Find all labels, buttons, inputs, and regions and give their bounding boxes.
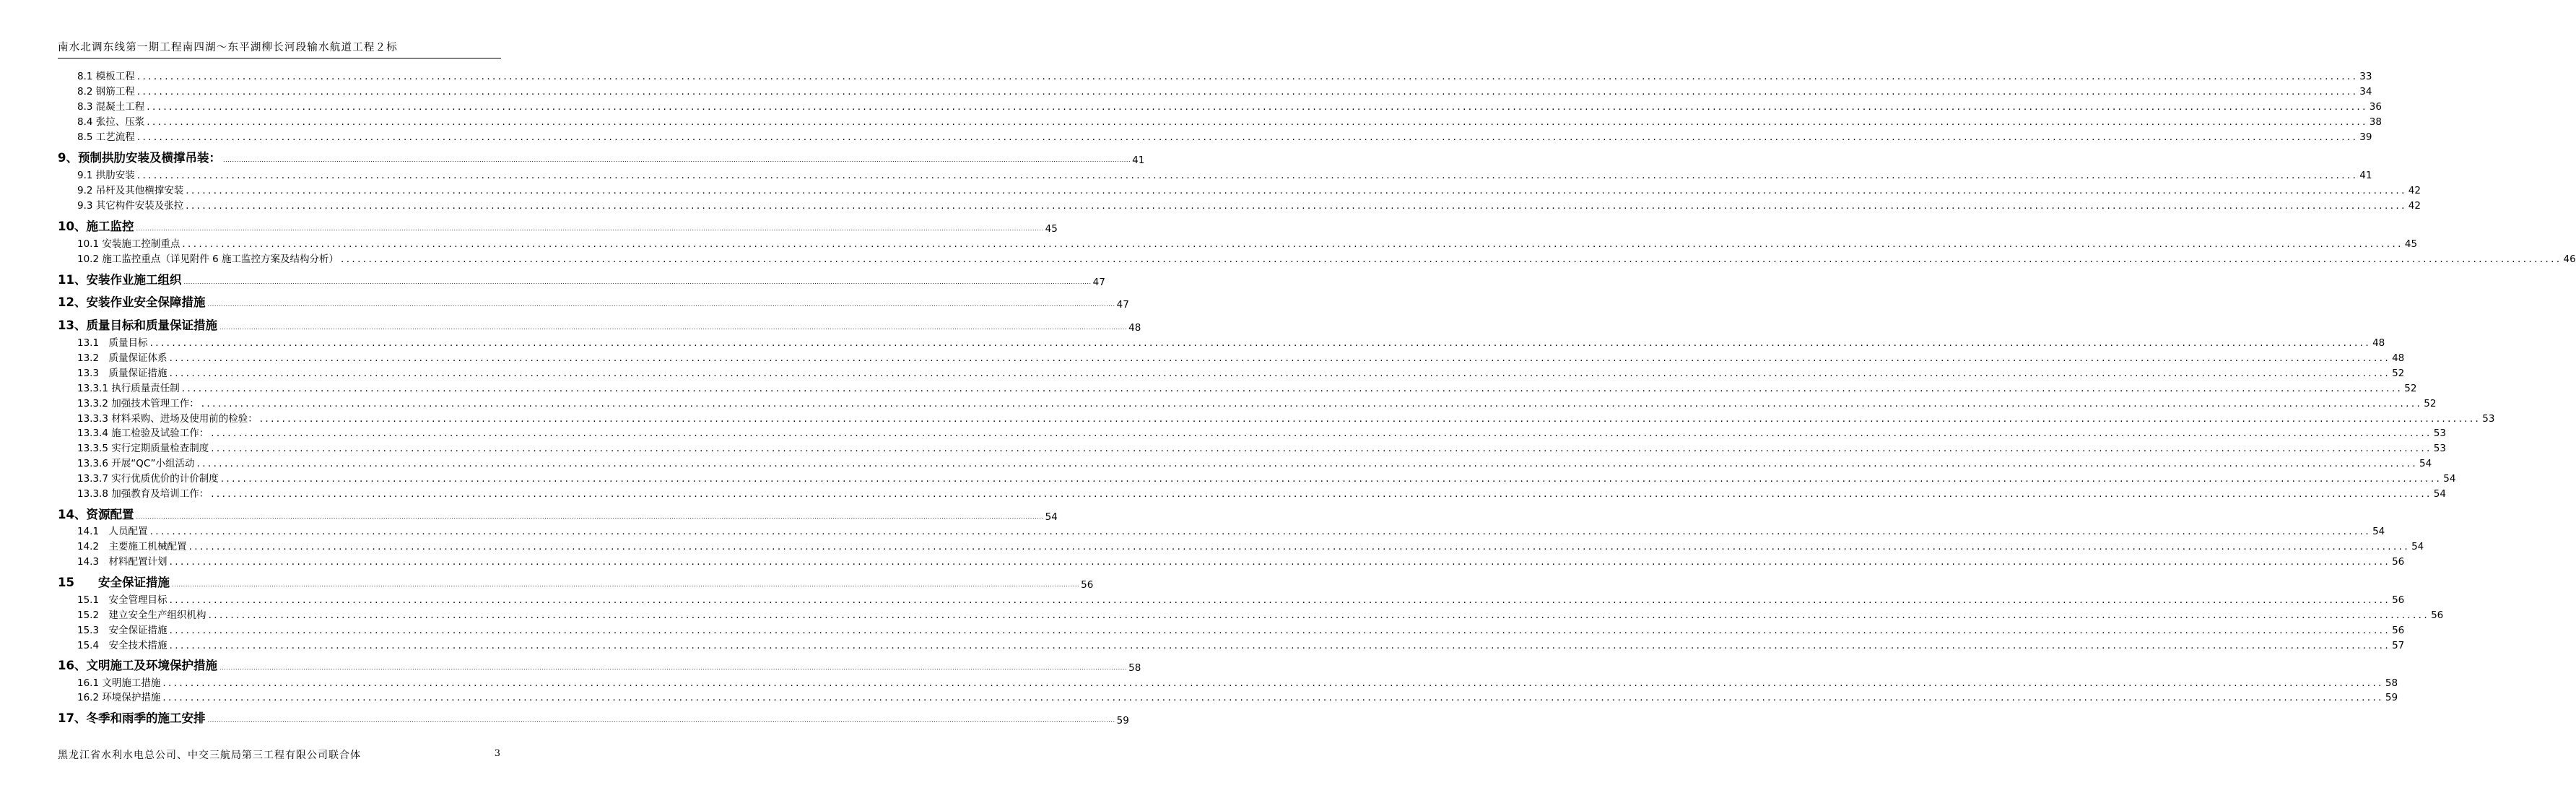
toc-dot-leader: ................................................................................................................................................................................................................................................................................................................................................................................................................ bbox=[169, 594, 2391, 606]
toc-section-entry[interactable] bbox=[77, 84, 2372, 99]
toc-entry-page: 54 bbox=[1045, 511, 1058, 523]
toc-entry-page: 34 bbox=[2359, 86, 2372, 97]
toc-dot-leader: ................................................................................................................................................................................................................................................................................................................................................................................................................ bbox=[211, 428, 2432, 439]
toc-entry-page: 36 bbox=[2369, 101, 2382, 113]
toc-entry-page: 41 bbox=[1132, 155, 1145, 166]
toc-entry-page: 42 bbox=[2408, 200, 2421, 212]
toc-dot-leader: ................................................................................................................................................................................................................................................................................................................................................................................................................ bbox=[196, 458, 2419, 469]
toc-dot-leader: ................................................................................................................................................................................................................................................................................................................................................................................................................ bbox=[182, 238, 2403, 250]
toc-entry-page: 48 bbox=[2392, 352, 2405, 364]
toc-entry-label: 15.4 安全技术措施 bbox=[77, 640, 167, 651]
toc-dot-leader: ................................................................................................................................................................................................................................................................................................................................................................................................................ bbox=[162, 692, 2384, 703]
toc-entry-label: 16.2 环境保护措施 bbox=[77, 692, 161, 703]
toc-dot-leader: ................................................................................................................................................................................................................................................................................................................................................................................................................ bbox=[136, 170, 2359, 181]
toc-chapter-entry[interactable] bbox=[58, 710, 1129, 727]
toc-dot-leader: ................................................................................................................................................................................................................................................................................................................................................................................................................ bbox=[186, 185, 2407, 196]
toc-entry-page: 47 bbox=[1092, 277, 1105, 288]
toc-entry-label: 9.1 拱肋安装 bbox=[77, 170, 135, 181]
toc-section-entry[interactable] bbox=[77, 638, 2405, 653]
toc-entry-page: 52 bbox=[2404, 383, 2417, 394]
toc-entry-label: 13.3.6 开展“QC”小组活动 bbox=[77, 458, 195, 469]
toc-entry-label: 8.1 模板工程 bbox=[77, 71, 135, 82]
page-footer bbox=[58, 747, 501, 763]
toc-dot-leader: ................................................................................................................................................................................................................................................................................................................................................................................................................ bbox=[136, 131, 2359, 143]
toc-dot-leader: ................................................................................................................................................................................................................................................................................................................................................................................................................ bbox=[207, 717, 1115, 724]
toc-entry-label: 13、质量目标和质量保证措施 bbox=[58, 318, 217, 332]
toc-entry-page: 47 bbox=[1116, 299, 1129, 311]
toc-section-entry[interactable] bbox=[77, 366, 2405, 381]
toc-entry-label: 16、文明施工及环境保护措施 bbox=[58, 659, 217, 672]
toc-chapter-entry[interactable] bbox=[58, 657, 1141, 675]
toc-entry-page: 54 bbox=[2443, 473, 2456, 485]
toc-entry-page: 52 bbox=[2424, 398, 2437, 409]
toc-entry-page: 53 bbox=[2433, 428, 2446, 439]
toc-entry-label: 11、安装作业施工组织 bbox=[58, 273, 182, 287]
toc-entry-page: 58 bbox=[2385, 677, 2398, 689]
toc-section-entry[interactable] bbox=[77, 252, 2576, 266]
toc-entry-label: 15 安全保证措施 bbox=[58, 576, 170, 589]
toc-entry-label: 13.3.5 实行定期质量检查制度 bbox=[77, 443, 209, 454]
toc-entry-page: 42 bbox=[2408, 185, 2421, 196]
toc-dot-leader: ................................................................................................................................................................................................................................................................................................................................................................................................................ bbox=[219, 324, 1128, 331]
toc-section-entry[interactable] bbox=[77, 100, 2382, 114]
footer-organization: 黑龙江省水利水电总公司、中交三航局第三工程有限公司联合体 bbox=[58, 750, 361, 761]
toc-dot-leader: ................................................................................................................................................................................................................................................................................................................................................................................................................ bbox=[219, 664, 1128, 671]
toc-entry-label: 13.3 质量保证措施 bbox=[77, 368, 167, 379]
toc-section-entry[interactable] bbox=[77, 199, 2421, 213]
toc-entry-page: 54 bbox=[2411, 541, 2424, 552]
toc-dot-leader: ................................................................................................................................................................................................................................................................................................................................................................................................................ bbox=[169, 352, 2391, 364]
toc-section-entry[interactable] bbox=[77, 676, 2398, 690]
toc-section-entry[interactable] bbox=[77, 396, 2437, 411]
toc-section-entry[interactable] bbox=[77, 555, 2405, 569]
toc-entry-label: 9、预制拱肋安装及横撑吊装： bbox=[58, 151, 221, 165]
toc-entry-page: 54 bbox=[2433, 488, 2446, 500]
toc-entry-page: 57 bbox=[2392, 640, 2405, 651]
toc-section-entry[interactable] bbox=[77, 593, 2405, 607]
toc-section-entry[interactable] bbox=[77, 168, 2372, 183]
toc-dot-leader: ................................................................................................................................................................................................................................................................................................................................................................................................................ bbox=[186, 200, 2407, 212]
toc-dot-leader: ................................................................................................................................................................................................................................................................................................................................................................................................................ bbox=[136, 225, 1044, 232]
toc-entry-label: 15.3 安全保证措施 bbox=[77, 625, 167, 636]
toc-section-entry[interactable] bbox=[77, 623, 2405, 638]
toc-dot-leader: ................................................................................................................................................................................................................................................................................................................................................................................................................ bbox=[147, 116, 2368, 128]
toc-entry-label: 12、安装作业安全保障措施 bbox=[58, 295, 206, 309]
toc-entry-page: 58 bbox=[1128, 662, 1141, 674]
toc-section-entry[interactable] bbox=[77, 183, 2421, 198]
toc-dot-leader: ................................................................................................................................................................................................................................................................................................................................................................................................................ bbox=[169, 368, 2391, 379]
toc-section-entry[interactable] bbox=[77, 539, 2424, 554]
toc-dot-leader: ................................................................................................................................................................................................................................................................................................................................................................................................................ bbox=[136, 86, 2359, 97]
toc-entry-label: 16.1 文明施工措施 bbox=[77, 677, 161, 689]
toc-entry-page: 53 bbox=[2433, 443, 2446, 454]
toc-dot-leader: ................................................................................................................................................................................................................................................................................................................................................................................................................ bbox=[181, 383, 2403, 394]
toc-dot-leader: ................................................................................................................................................................................................................................................................................................................................................................................................................ bbox=[211, 488, 2432, 500]
toc-entry-page: 54 bbox=[2372, 526, 2385, 537]
toc-dot-leader: ................................................................................................................................................................................................................................................................................................................................................................................................................ bbox=[341, 253, 2562, 265]
toc-entry-label: 14、资源配置 bbox=[58, 508, 134, 521]
toc-entry-page: 46 bbox=[2563, 253, 2576, 265]
toc-section-entry[interactable] bbox=[77, 472, 2456, 486]
toc-section-entry[interactable] bbox=[77, 426, 2446, 441]
toc-dot-leader: ................................................................................................................................................................................................................................................................................................................................................................................................................ bbox=[222, 157, 1131, 163]
toc-section-entry[interactable] bbox=[77, 690, 2398, 705]
toc-chapter-entry[interactable] bbox=[58, 317, 1141, 334]
toc-entry-label: 13.3.1 执行质量责任制 bbox=[77, 383, 180, 394]
toc-entry-page: 56 bbox=[1081, 579, 1094, 591]
toc-entry-page: 48 bbox=[1128, 322, 1141, 334]
toc-section-entry[interactable] bbox=[77, 351, 2405, 365]
toc-entry-page: 41 bbox=[2359, 170, 2372, 181]
toc-chapter-entry[interactable] bbox=[58, 149, 1145, 167]
toc-dot-leader: ................................................................................................................................................................................................................................................................................................................................................................................................................ bbox=[207, 301, 1115, 308]
toc-dot-leader: ................................................................................................................................................................................................................................................................................................................................................................................................................ bbox=[149, 337, 2372, 349]
toc-dot-leader: ................................................................................................................................................................................................................................................................................................................................................................................................................ bbox=[169, 556, 2391, 568]
toc-entry-page: 56 bbox=[2392, 556, 2405, 568]
toc-entry-label: 13.2 质量保证体系 bbox=[77, 352, 167, 364]
toc-dot-leader: ................................................................................................................................................................................................................................................................................................................................................................................................................ bbox=[220, 473, 2442, 485]
toc-entry-label: 13.3.2 加强技术管理工作： bbox=[77, 398, 199, 409]
toc-dot-leader: ................................................................................................................................................................................................................................................................................................................................................................................................................ bbox=[169, 640, 2391, 651]
header-title: 南水北调东线第一期工程南四湖～东平湖柳长河段输水航道工程２标 bbox=[58, 42, 398, 53]
toc-entry-label: 9.3 其它构件安装及张拉 bbox=[77, 200, 184, 212]
toc-entry-label: 13.1 质量目标 bbox=[77, 337, 148, 349]
toc-entry-label: 8.4 张拉、压浆 bbox=[77, 116, 145, 128]
toc-entry-page: 52 bbox=[2392, 368, 2405, 379]
toc-chapter-entry[interactable] bbox=[58, 218, 1058, 235]
toc-chapter-entry[interactable] bbox=[58, 272, 1105, 289]
toc-dot-leader: ................................................................................................................................................................................................................................................................................................................................................................................................................ bbox=[149, 526, 2372, 537]
toc-section-entry[interactable] bbox=[77, 115, 2382, 129]
toc-chapter-entry[interactable] bbox=[58, 294, 1129, 311]
toc-entry-label: 8.5 工艺流程 bbox=[77, 131, 135, 143]
toc-entry-label: 8.2 钢筋工程 bbox=[77, 86, 135, 97]
toc-section-entry[interactable] bbox=[77, 456, 2432, 471]
toc-section-entry[interactable] bbox=[77, 441, 2446, 456]
toc-entry-page: 53 bbox=[2482, 413, 2495, 425]
toc-dot-leader: ................................................................................................................................................................................................................................................................................................................................................................................................................ bbox=[147, 101, 2368, 113]
toc-dot-leader: ................................................................................................................................................................................................................................................................................................................................................................................................................ bbox=[162, 677, 2384, 689]
toc-entry-label: 15.2 建立安全生产组织机构 bbox=[77, 610, 206, 621]
toc-dot-leader: ................................................................................................................................................................................................................................................................................................................................................................................................................ bbox=[136, 513, 1044, 520]
toc-section-entry[interactable] bbox=[77, 608, 2444, 623]
toc-dot-leader: ................................................................................................................................................................................................................................................................................................................................................................................................................ bbox=[201, 398, 2423, 409]
toc-entry-page: 56 bbox=[2392, 625, 2405, 636]
toc-entry-page: 56 bbox=[2431, 610, 2444, 621]
toc-entry-label: 13.3.4 施工检验及试验工作： bbox=[77, 428, 209, 439]
toc-entry-label: 10.2 施工监控重点（详见附件 6 施工监控方案及结构分析） bbox=[77, 253, 339, 265]
toc-section-entry[interactable] bbox=[77, 524, 2385, 539]
toc-dot-leader: ................................................................................................................................................................................................................................................................................................................................................................................................................ bbox=[208, 610, 2430, 621]
toc-entry-label: 13.3.8 加强教育及培训工作： bbox=[77, 488, 209, 500]
toc-dot-leader: ................................................................................................................................................................................................................................................................................................................................................................................................................ bbox=[171, 581, 1080, 588]
toc-entry-page: 45 bbox=[1045, 223, 1058, 235]
toc-entry-page: 56 bbox=[2392, 594, 2405, 606]
toc-entry-label: 8.3 混凝土工程 bbox=[77, 101, 145, 113]
toc-entry-page: 54 bbox=[2419, 458, 2432, 469]
toc-section-entry[interactable] bbox=[77, 381, 2417, 396]
toc-dot-leader: ................................................................................................................................................................................................................................................................................................................................................................................................................ bbox=[259, 413, 2481, 425]
toc-entry-label: 17、冬季和雨季的施工安排 bbox=[58, 711, 206, 725]
toc-entry-label: 9.2 吊杆及其他横撑安装 bbox=[77, 185, 184, 196]
toc-entry-label: 10.1 安装施工控制重点 bbox=[77, 238, 180, 250]
toc-entry-page: 59 bbox=[1116, 715, 1129, 727]
toc-section-entry[interactable] bbox=[77, 412, 2495, 426]
toc-entry-label: 10、施工监控 bbox=[58, 220, 134, 233]
toc-entry-label: 13.3.7 实行优质优价的计价制度 bbox=[77, 473, 219, 485]
toc-entry-label: 14.1 人员配置 bbox=[77, 526, 148, 537]
toc-dot-leader: ................................................................................................................................................................................................................................................................................................................................................................................................................ bbox=[136, 71, 2359, 82]
toc-chapter-entry[interactable] bbox=[58, 506, 1058, 524]
toc-entry-page: 45 bbox=[2404, 238, 2418, 250]
toc-entry-page: 38 bbox=[2369, 116, 2382, 128]
toc-dot-leader: ................................................................................................................................................................................................................................................................................................................................................................................................................ bbox=[169, 625, 2391, 636]
toc-entry-label: 14.2 主要施工机械配置 bbox=[77, 541, 187, 552]
toc-entry-page: 59 bbox=[2385, 692, 2398, 703]
toc-entry-page: 33 bbox=[2359, 71, 2372, 82]
toc-section-entry[interactable] bbox=[77, 130, 2372, 144]
page-header bbox=[58, 40, 501, 58]
toc-section-entry[interactable] bbox=[77, 237, 2418, 251]
toc-dot-leader: ................................................................................................................................................................................................................................................................................................................................................................................................................ bbox=[211, 443, 2432, 454]
toc-entry-label: 13.3.3 材料采购、进场及使用前的检验： bbox=[77, 413, 258, 425]
footer-page-number: 3 bbox=[494, 748, 501, 759]
toc-dot-leader: ................................................................................................................................................................................................................................................................................................................................................................................................................ bbox=[188, 541, 2411, 552]
toc-section-entry[interactable] bbox=[77, 487, 2446, 501]
toc-chapter-entry[interactable] bbox=[58, 574, 1094, 591]
toc-section-entry[interactable] bbox=[77, 69, 2372, 84]
toc-entry-page: 39 bbox=[2359, 131, 2372, 143]
toc-dot-leader: ................................................................................................................................................................................................................................................................................................................................................................................................................ bbox=[183, 279, 1092, 285]
toc-entry-label: 14.3 材料配置计划 bbox=[77, 556, 167, 568]
toc-entry-page: 48 bbox=[2372, 337, 2385, 349]
toc-section-entry[interactable] bbox=[77, 336, 2385, 350]
toc-entry-label: 15.1 安全管理目标 bbox=[77, 594, 167, 606]
